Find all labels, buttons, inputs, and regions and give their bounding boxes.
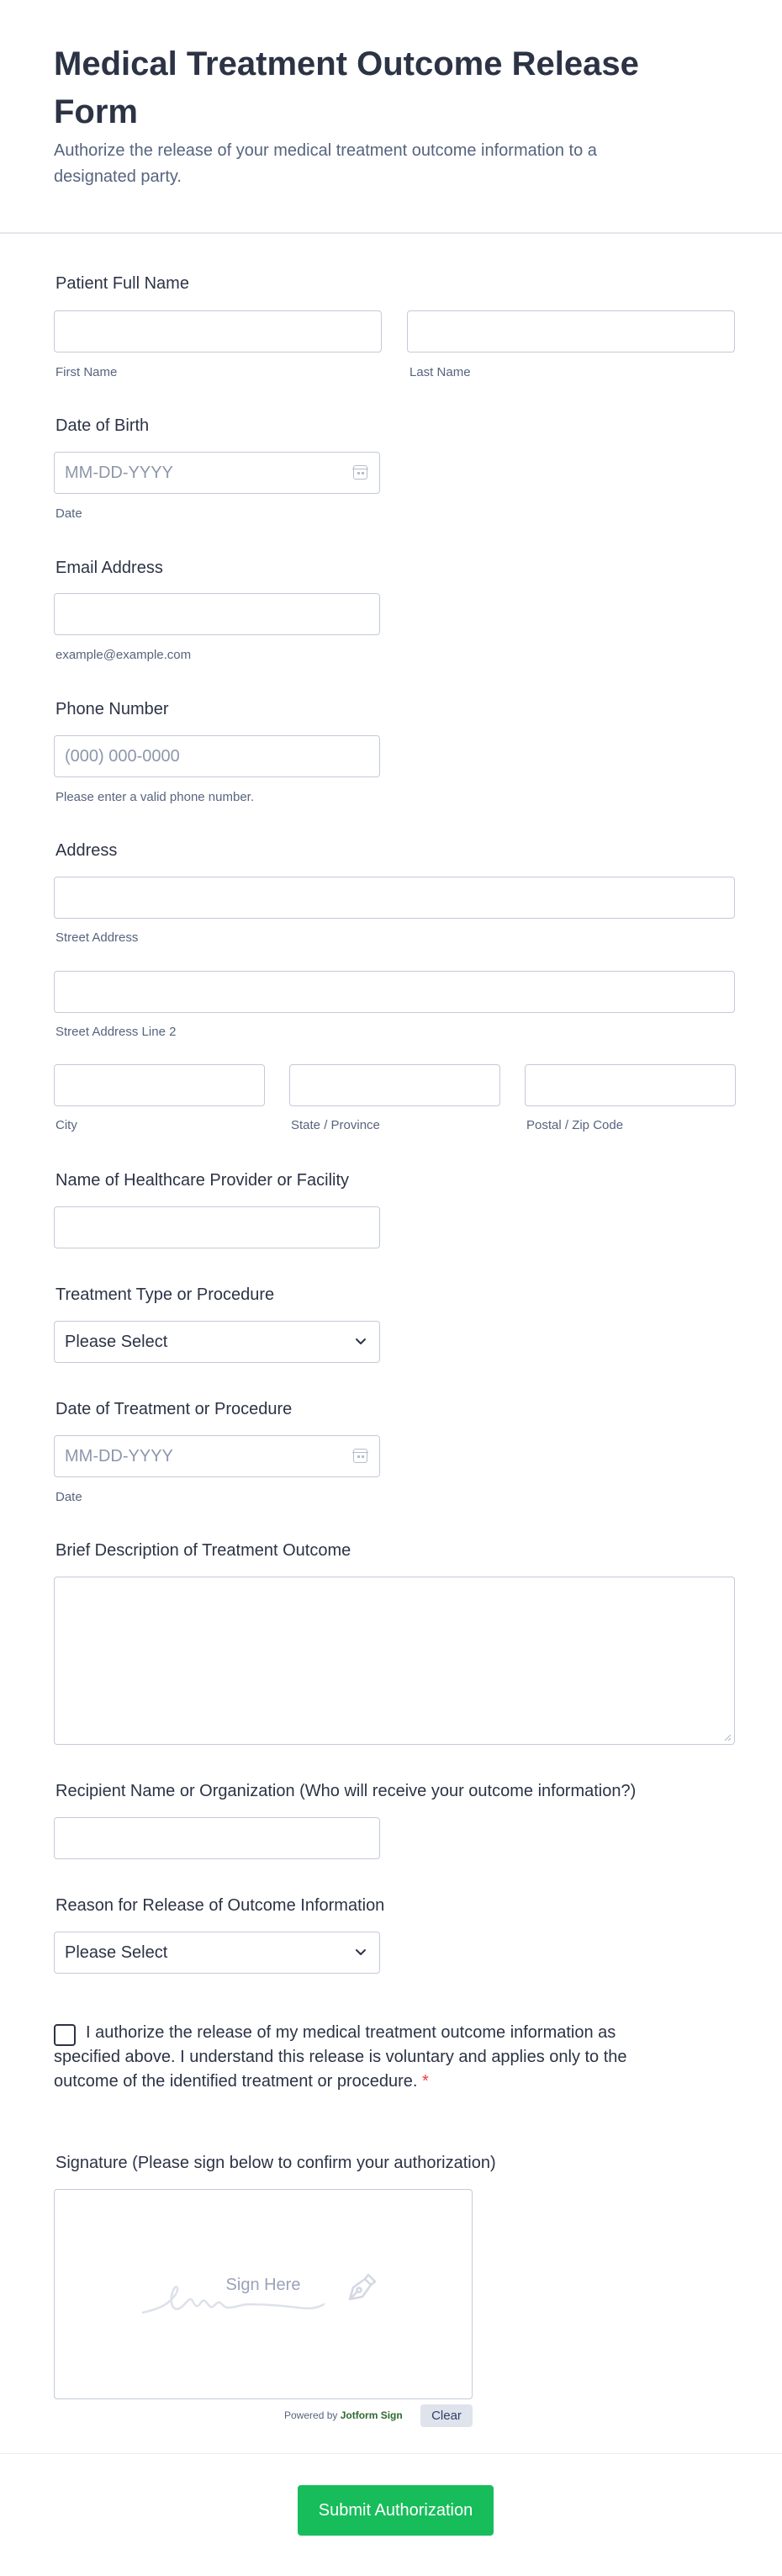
state-sublabel: State / Province	[291, 1118, 380, 1132]
street-address-2-sublabel: Street Address Line 2	[55, 1025, 177, 1039]
recipient-field[interactable]	[54, 1817, 380, 1859]
chevron-down-icon[interactable]	[354, 1945, 367, 1959]
phone-field[interactable]	[54, 735, 380, 777]
zip-sublabel: Postal / Zip Code	[526, 1118, 624, 1132]
signature-pad[interactable]	[54, 2189, 473, 2399]
treatment-type-label: Treatment Type or Procedure	[55, 1285, 275, 1304]
provider-field[interactable]	[54, 1206, 380, 1248]
reason-selected: Please Select	[65, 1943, 168, 1962]
last-name-field[interactable]	[407, 310, 735, 352]
consent-text	[54, 2021, 668, 2094]
provider-input[interactable]	[55, 1207, 379, 1248]
email-sublabel: example@example.com	[55, 648, 192, 662]
email-input[interactable]	[55, 594, 379, 634]
state-field[interactable]	[289, 1064, 500, 1106]
phone-label: Phone Number	[55, 700, 169, 718]
street-address-input[interactable]	[55, 877, 734, 918]
treatment-type-selected: Please Select	[65, 1332, 168, 1351]
email-label: Email Address	[55, 559, 163, 577]
description-label: Brief Description of Treatment Outcome	[55, 1541, 351, 1560]
signature-label: Signature (Please sign below to confirm your authorization)	[55, 2154, 496, 2172]
first-name-input[interactable]	[55, 311, 381, 352]
dob-input[interactable]	[55, 453, 379, 493]
dob-sublabel: Date	[55, 506, 82, 521]
submit-button[interactable]: Submit Authorization	[298, 2485, 494, 2536]
reason-select[interactable]	[54, 1932, 380, 1974]
pen-nib-icon	[343, 2271, 378, 2306]
dob-field[interactable]	[54, 452, 380, 494]
calendar-icon[interactable]	[353, 1449, 367, 1463]
address-label: Address	[55, 841, 118, 860]
street-address-field[interactable]	[54, 877, 735, 919]
form-header	[0, 0, 782, 234]
provider-label: Name of Healthcare Provider or Facility	[55, 1171, 350, 1190]
powered-prefix: Powered by	[284, 2409, 338, 2421]
treatment-date-label: Date of Treatment or Procedure	[55, 1400, 293, 1418]
email-field[interactable]	[54, 593, 380, 635]
description-textarea[interactable]	[54, 1577, 735, 1745]
reason-label: Reason for Release of Outcome Information	[55, 1896, 385, 1915]
phone-input[interactable]	[55, 736, 379, 777]
last-name-sublabel: Last Name	[409, 365, 471, 379]
footer-divider	[0, 2453, 782, 2454]
zip-field[interactable]	[525, 1064, 736, 1106]
powered-by	[284, 2409, 403, 2421]
city-sublabel: City	[55, 1118, 77, 1132]
street-address-2-field[interactable]	[54, 971, 735, 1013]
first-name-sublabel: First Name	[55, 365, 118, 379]
required-mark: *	[422, 2072, 429, 2091]
phone-sublabel: Please enter a valid phone number.	[55, 790, 254, 804]
last-name-input[interactable]	[408, 311, 734, 352]
powered-brand: Jotform Sign	[340, 2409, 403, 2421]
patient-name-label: Patient Full Name	[55, 274, 189, 293]
clear-signature-button[interactable]: Clear	[420, 2404, 473, 2427]
zip-input[interactable]	[526, 1065, 735, 1105]
street-address-sublabel: Street Address	[55, 930, 139, 945]
chevron-down-icon[interactable]	[354, 1334, 367, 1348]
sign-here-hint: Sign Here	[225, 2276, 301, 2294]
first-name-field[interactable]	[54, 310, 382, 352]
city-input[interactable]	[55, 1065, 264, 1105]
treatment-date-input[interactable]	[55, 1436, 379, 1476]
treatment-date-sublabel: Date	[55, 1490, 82, 1504]
calendar-icon[interactable]	[353, 465, 367, 480]
form-title: Medical Treatment Outcome Release Form	[54, 45, 639, 130]
consent-statement: I authorize the release of my medical treatment outcome information as specified above. I understand this release is voluntary and applies only to the outcome of the identified treatment or procedure.	[54, 2023, 627, 2091]
treatment-type-select[interactable]	[54, 1321, 380, 1363]
city-field[interactable]	[54, 1064, 265, 1106]
state-input[interactable]	[290, 1065, 499, 1105]
recipient-input[interactable]	[55, 1818, 379, 1858]
recipient-label: Recipient Name or Organization (Who will receive your outcome information?)	[55, 1782, 637, 1800]
treatment-date-field[interactable]	[54, 1435, 380, 1477]
resize-grip-icon[interactable]	[723, 1733, 732, 1741]
form-subtitle: Authorize the release of your medical treatment outcome information to a designated party.	[54, 141, 597, 186]
street-address-2-input[interactable]	[55, 972, 734, 1012]
dob-label: Date of Birth	[55, 416, 150, 435]
